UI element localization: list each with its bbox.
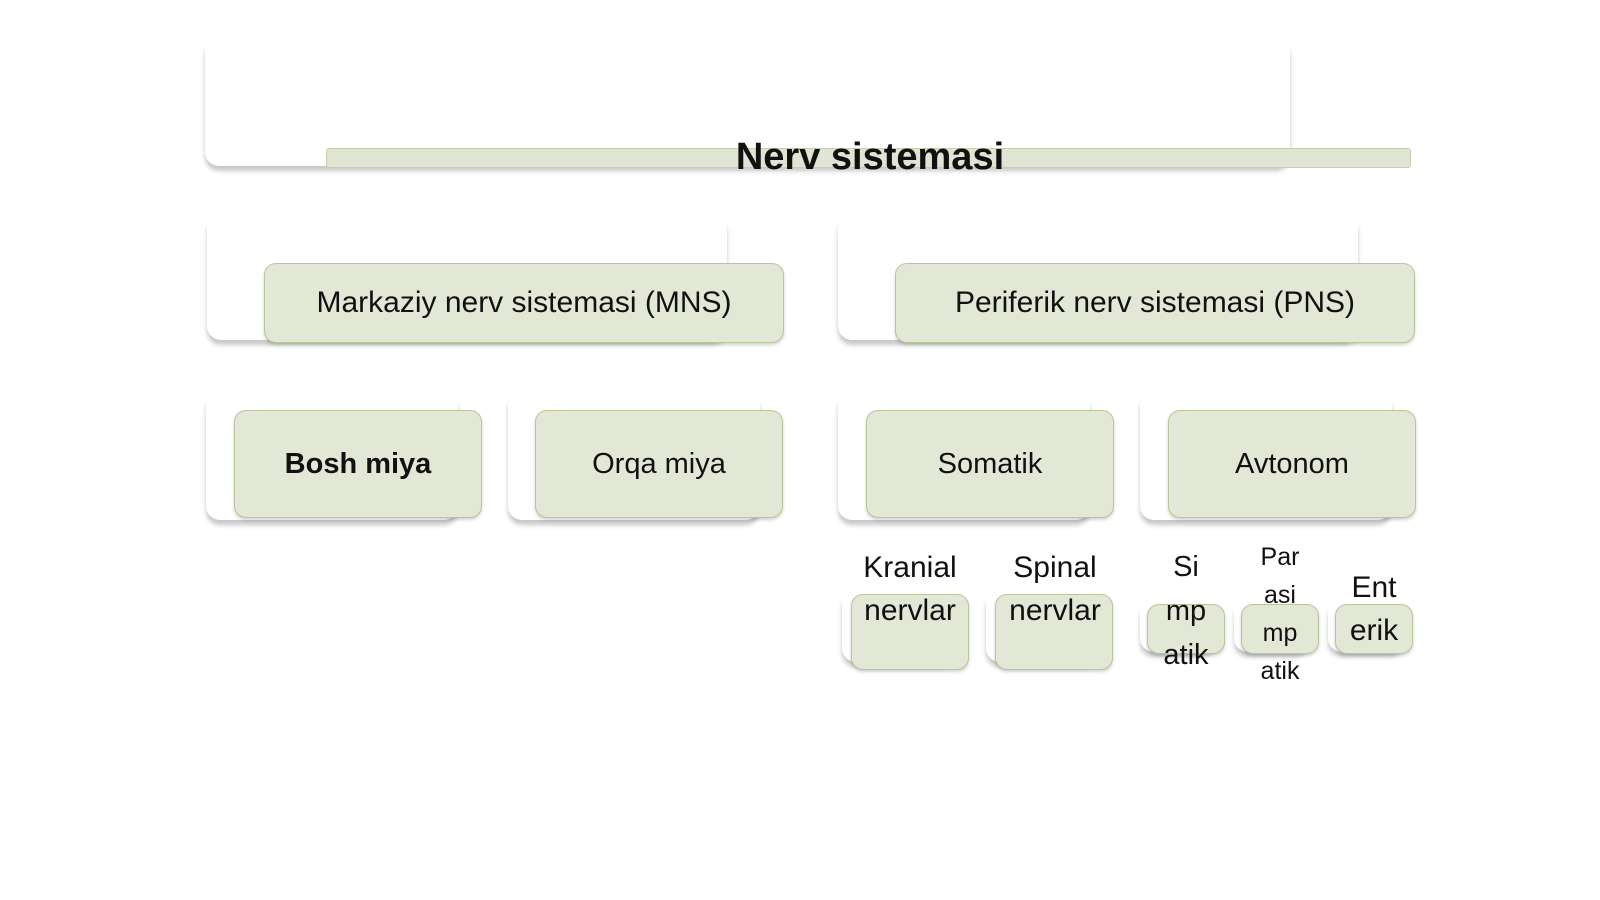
node-parasimpatik-label: Parasimpatik	[1260, 543, 1300, 685]
node-mns	[264, 263, 784, 343]
node-orqa-miya	[535, 410, 783, 518]
node-somatik-label: Somatik	[937, 447, 1043, 480]
node-bosh-miya-label: Bosh miya	[284, 447, 432, 480]
node-avtonom-label: Avtonom	[1235, 447, 1349, 480]
node-enterik-label: Enterik	[1349, 571, 1399, 647]
node-bosh-miya	[234, 410, 482, 518]
node-pns-label: Periferik nerv sistemasi (PNS)	[954, 286, 1356, 319]
node-avtonom	[1168, 410, 1416, 518]
node-mns-label: Markaziy nerv sistemasi (MNS)	[316, 286, 732, 319]
node-somatik	[866, 410, 1114, 518]
node-kranial-label: Kranial nervlar	[863, 551, 957, 627]
node-pns	[895, 263, 1415, 343]
diagram-title: Nerv sistemasi	[735, 136, 1005, 178]
node-orqa-miya-label: Orqa miya	[592, 447, 726, 480]
node-simpatik-label: Simpatik	[1163, 551, 1209, 671]
node-spinal-label: Spinal nervlar	[1009, 551, 1101, 627]
